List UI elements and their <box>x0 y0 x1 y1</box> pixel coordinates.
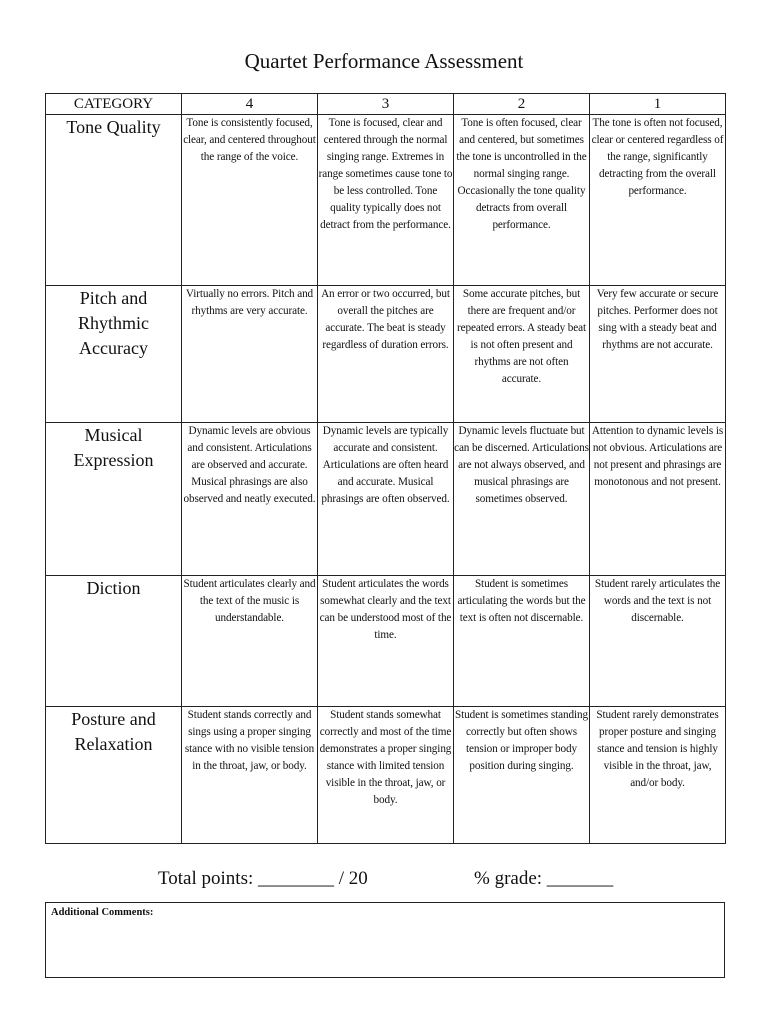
criteria-cell: Student is sometimes articulating the words but the text is often not discernable. <box>454 576 590 707</box>
criteria-cell: An error or two occurred, but overall the pitches are accurate. The beat is steady regardless of duration errors. <box>318 286 454 423</box>
header-score-2: 2 <box>454 94 590 115</box>
criteria-cell: Student rarely demonstrates proper posture and singing stance and tension is highly visible in the throat, jaw, and/or body. <box>590 707 726 844</box>
criteria-cell: Dynamic levels are typically accurate and consistent. Articulations are often heard and accurate. Musical phrasings are often observed. <box>318 423 454 576</box>
table-row <box>46 423 726 576</box>
criteria-cell: Student articulates clearly and the text of the music is understandable. <box>182 576 318 707</box>
comments-box[interactable] <box>45 902 725 978</box>
category-label: Tone Quality <box>46 115 182 286</box>
criteria-cell: Student rarely articulates the words and the text is not discernable. <box>590 576 726 707</box>
criteria-cell: Student articulates the words somewhat clearly and the text can be understood most of the time. <box>318 576 454 707</box>
criteria-cell: Attention to dynamic levels is not obvious. Articulations are not present and phrasings are monotonous and not present. <box>590 423 726 576</box>
header-score-1: 1 <box>590 94 726 115</box>
rubric-table <box>45 93 726 844</box>
category-label: Musical Expression <box>46 423 182 576</box>
criteria-cell: Student stands somewhat correctly and most of the time demonstrates a proper singing stance with limited tension visible in the throat, jaw, or body. <box>318 707 454 844</box>
criteria-cell: Student stands correctly and sings using a proper singing stance with no visible tension in the throat, jaw, or body. <box>182 707 318 844</box>
table-row <box>46 286 726 423</box>
criteria-cell: Virtually no errors. Pitch and rhythms are very accurate. <box>182 286 318 423</box>
header-score-3: 3 <box>318 94 454 115</box>
table-row <box>46 576 726 707</box>
table-row <box>46 707 726 844</box>
criteria-cell: Very few accurate or secure pitches. Performer does not sing with a steady beat and rhythms are not accurate. <box>590 286 726 423</box>
comments-label: Additional Comments: <box>51 907 154 918</box>
total-points-field[interactable]: Total points: ________ / 20 <box>158 868 368 889</box>
percent-grade-field[interactable]: % grade: _______ <box>474 868 614 889</box>
criteria-cell: Dynamic levels are obvious and consistent. Articulations are observed and accurate. Musical phrasings are also observed and neatly executed. <box>182 423 318 576</box>
table-row <box>46 115 726 286</box>
header-category: CATEGORY <box>46 94 182 115</box>
criteria-cell: Tone is often focused, clear and centered, but sometimes the tone is uncontrolled in the normal singing range. Occasionally the tone quality detracts from overall performance. <box>454 115 590 286</box>
category-label: Diction <box>46 576 182 707</box>
category-label: Posture and Relaxation <box>46 707 182 844</box>
criteria-cell: Student is sometimes standing correctly but often shows tension or improper body position during singing. <box>454 707 590 844</box>
page-title: Quartet Performance Assessment <box>244 49 524 73</box>
criteria-cell: Some accurate pitches, but there are frequent and/or repeated errors. A steady beat is not often present and rhythms are not often accurate. <box>454 286 590 423</box>
criteria-cell: The tone is often not focused, clear or centered regardless of the range, significantly detracting from the overall performance. <box>590 115 726 286</box>
header-row <box>46 94 726 115</box>
criteria-cell: Tone is consistently focused, clear, and centered throughout the range of the voice. <box>182 115 318 286</box>
header-score-4: 4 <box>182 94 318 115</box>
criteria-cell: Tone is focused, clear and centered through the normal singing range. Extremes in range sometimes cause tone to be less controlled. Tone quality typically does not detract from the performance. <box>318 115 454 286</box>
category-label: Pitch and Rhythmic Accuracy <box>46 286 182 423</box>
criteria-cell: Dynamic levels fluctuate but can be discerned. Articulations are not always observed, and musical phrasings are sometimes observed. <box>454 423 590 576</box>
